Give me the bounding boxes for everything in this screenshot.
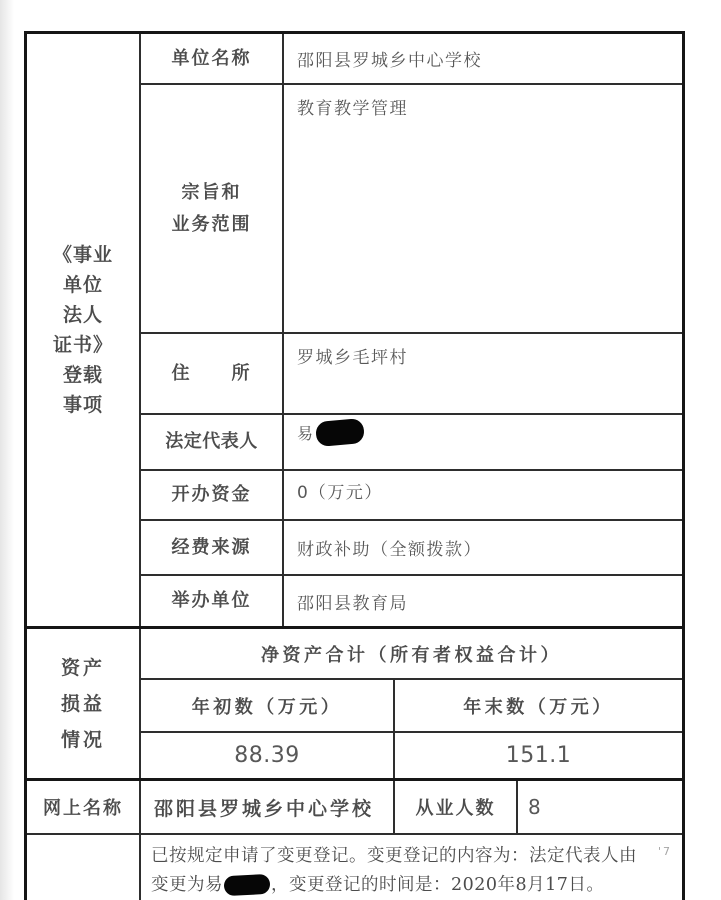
change-note-line2-prefix: 变更为易	[151, 875, 223, 895]
legal-representative-value	[284, 415, 682, 469]
change-note-side-cell	[27, 835, 141, 900]
side-label-line: 事项	[62, 394, 103, 416]
opening-capital-number: 0	[297, 483, 309, 503]
unit-name-value: 邵阳县罗城乡中心学校	[297, 51, 482, 71]
side-label-line: 登载	[62, 364, 103, 386]
registration-form-table	[24, 31, 685, 900]
funding-source-label: 经费来源	[141, 521, 284, 574]
table-row-funding-source	[141, 521, 682, 576]
certificate-rows	[141, 34, 682, 626]
year-start-value: 88.39	[141, 733, 395, 778]
scan-edge-shadow	[0, 0, 14, 900]
year-start-header: 年初数（万元）	[141, 680, 395, 731]
organizer-label: 举办单位	[141, 576, 284, 626]
mission-label-line1: 宗旨和	[181, 181, 242, 203]
unit-name-label: 单位名称	[141, 34, 284, 83]
organizer-value: 邵阳县教育局	[297, 593, 408, 614]
staff-count-value: 8	[528, 795, 541, 819]
change-note-text	[141, 835, 682, 900]
opening-capital-unit: （万元）	[308, 483, 383, 503]
year-end-header: 年末数（万元）	[463, 696, 614, 718]
side-label-line: 资产	[60, 656, 105, 679]
table-row-organizer	[141, 576, 682, 626]
side-label-line: 证书》	[52, 334, 113, 356]
side-label-line: 法人	[62, 304, 103, 326]
assets-rows	[141, 629, 682, 778]
certificate-items-section	[27, 34, 682, 629]
assets-subheader-row	[141, 680, 682, 733]
assets-section	[27, 629, 682, 781]
redaction-blob	[315, 418, 365, 447]
table-row-legal-representative	[141, 415, 682, 471]
change-note-line2-suffix: ，变更登记的时间是：2020年8月17日。	[271, 875, 605, 895]
mission-value: 教育教学管理	[297, 99, 408, 119]
assets-section-side-label	[27, 629, 141, 778]
online-name-value: 邵阳县罗城乡中心学校	[141, 781, 395, 833]
side-label-line: 《事业	[52, 244, 113, 266]
opening-capital-label: 开办资金	[141, 471, 284, 519]
side-label-line: 情况	[60, 728, 105, 751]
handwritten-mark: '7	[657, 845, 672, 858]
change-registration-row	[27, 835, 682, 900]
table-row-opening-capital	[141, 471, 682, 521]
staff-count-label: 从业人数	[395, 781, 518, 833]
table-row-mission	[141, 85, 682, 334]
address-label: 住 所	[141, 334, 284, 413]
online-name-row	[27, 781, 682, 835]
net-assets-header-row	[141, 629, 682, 680]
address-value: 罗城乡毛坪村	[297, 348, 408, 368]
year-end-value: 151.1	[505, 743, 572, 768]
net-assets-header: 净资产合计（所有者权益合计）	[261, 644, 562, 666]
table-row-unit-name	[141, 34, 682, 85]
assets-values-row	[141, 733, 682, 778]
redaction-blob	[224, 874, 271, 896]
certificate-section-side-label	[27, 34, 141, 626]
side-label-line: 单位	[62, 274, 103, 296]
opening-capital-value	[284, 471, 682, 519]
legal-representative-surname: 易	[297, 424, 315, 443]
side-label-line: 损益	[60, 692, 105, 715]
change-note-line1: 已按规定申请了变更登记。变更登记的内容为：法定代表人由	[151, 846, 637, 866]
funding-source-value: 财政补助（全额拨款）	[297, 540, 482, 560]
mission-label	[141, 85, 284, 332]
legal-representative-label: 法定代表人	[141, 415, 284, 469]
table-row-address	[141, 334, 682, 415]
online-name-label: 网上名称	[27, 781, 141, 833]
mission-label-line2: 业务范围	[171, 213, 252, 235]
